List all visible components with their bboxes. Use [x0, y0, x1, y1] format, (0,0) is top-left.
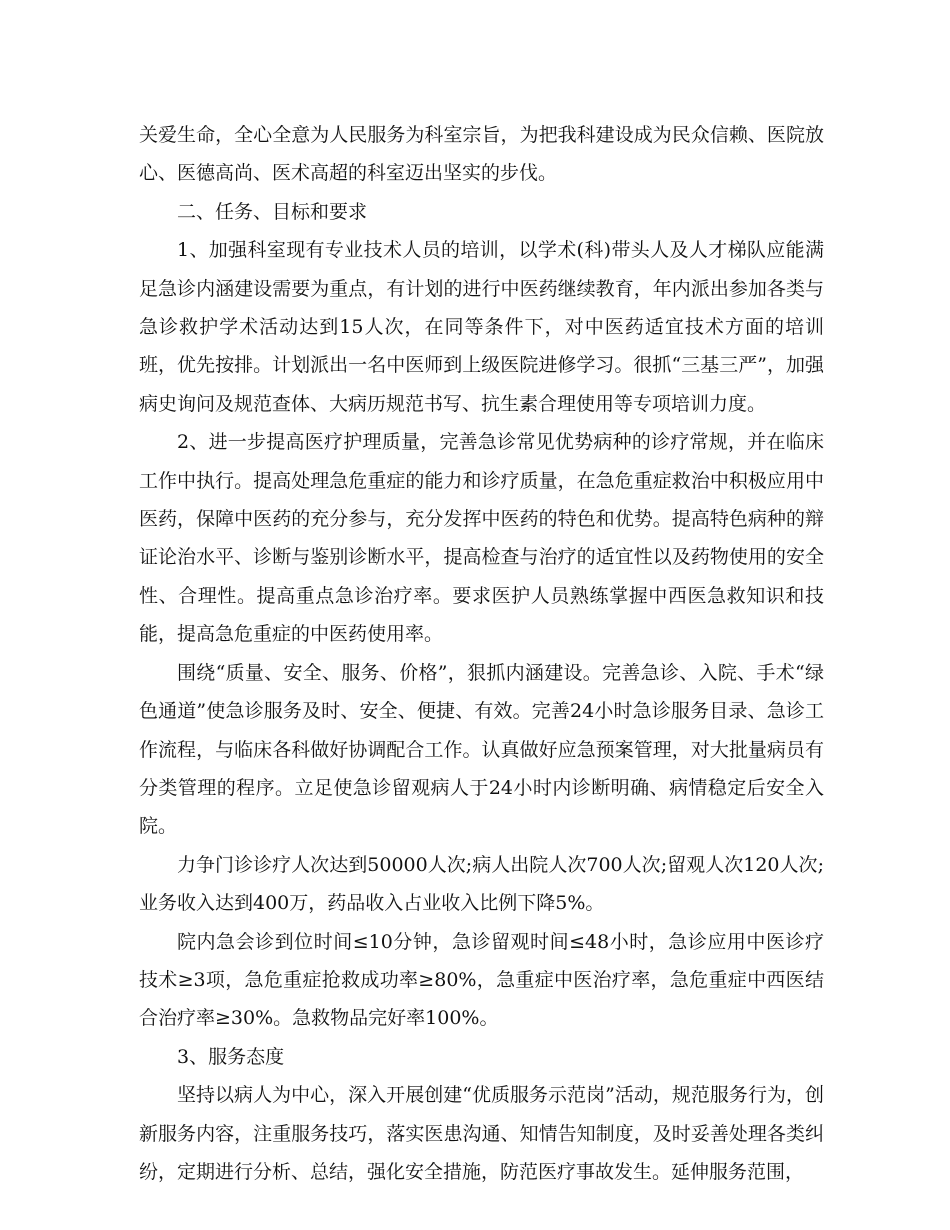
- paragraph-quality: 2、进一步提高医疗护理质量，完善急诊常见优势病种的诊疗常规，并在临床工作中执行。提高处理急危重症的能力和诊疗质量，在急危重症救治中积极应用中医药，保障中医药的充分参与，充分发挥中医药的特色和优势。提高特色病种的辩证论治水平、诊断与鉴别诊断水平，提高检查与治疗的适宜性以及药物使用的安全性、合理性。提高重点急诊治疗率。要求医护人员熟练掌握中西医急救知识和技能，提高急危重症的中医药使用率。: [139, 431, 824, 646]
- paragraph-continued: 关爱生命，全心全意为人民服务为科室宗旨，为把我科建设成为民众信赖、医院放心、医德高尚、医术高超的科室迈出坚实的步伐。: [139, 124, 824, 185]
- document-body: [139, 116, 824, 1191]
- section-heading-service: 3、服务态度: [177, 1045, 285, 1068]
- paragraph-connotation: 围绕“质量、安全、服务、价格”，狠抓内涵建设。完善急诊、入院、手术“绿色通道”使急诊服务及时、安全、便捷、有效。完善24小时急诊服务目录、急诊工作流程，与临床各科做好协调配合工作。认真做好应急预案管理，对大批量病员有分类管理的程序。立足使急诊留观病人于24小时内诊断明确、病情稳定后安全入院。: [139, 661, 824, 838]
- paragraph-training: 1、加强科室现有专业技术人员的培训，以学术(科)带头人及人才梯队应能满足急诊内涵建设需要为重点，有计划的进行中医药继续教育，年内派出参加各类与急诊救护学术活动达到15人次，在同等条件下，对中医药适宜技术方面的培训班，优先按排。计划派出一名中医师到上级医院进修学习。很抓“三基三严”，加强病史询问及规范查体、大病历规范书写、抗生素合理使用等专项培训力度。: [139, 239, 824, 415]
- section-heading-tasks: 二、任务、目标和要求: [177, 200, 368, 223]
- paragraph-targets: 力争门诊诊疗人次达到50000人次;病人出院人次700人次;留观人次120人次;业务收入达到400万，药品收入占业收入比例下降5%。: [139, 853, 824, 915]
- paragraph-indicators: 院内急会诊到位时间≤10分钟，急诊留观时间≤48小时，急诊应用中医诊疗技术≥3项，急危重症抢救成功率≥80%，急重症中医治疗率，急危重症中西医结合治疗率≥30%。急救物品完好率100%。: [139, 930, 824, 1030]
- paragraph-service: 坚持以病人为中心，深入开展创建“优质服务示范岗”活动，规范服务行为，创新服务内容，注重服务技巧，落实医患沟通、知情告知制度，及时妥善处理各类纠纷，定期进行分析、总结，强化安全措施，防范医疗事故发生。延伸服务范围，: [139, 1084, 824, 1183]
